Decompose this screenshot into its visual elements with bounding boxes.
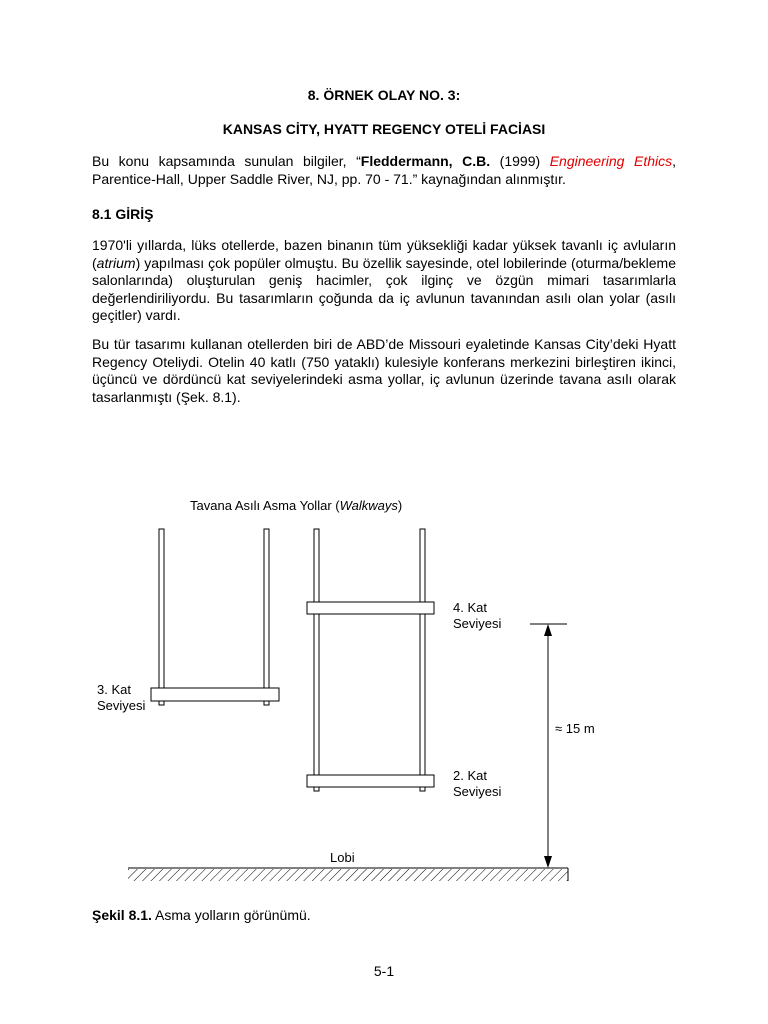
lobby-label: Lobi bbox=[330, 850, 355, 865]
label-4th-floor bbox=[453, 600, 501, 631]
intro-text-1: Bu konu kapsamında sunulan bilgiler, “ bbox=[92, 153, 361, 169]
arrow-down bbox=[544, 856, 552, 868]
intro-text-3: , Parentice-Hall, Upper Saddle River, NJ, pp. 70 - 71.” kaynağından alınmıştır. bbox=[92, 153, 676, 187]
book-title: Engineering Ethics bbox=[549, 153, 673, 169]
author-name: Fleddermann, C.B. bbox=[360, 153, 491, 169]
figure-title-prefix: Tavana Asılı Asma Yollar ( bbox=[190, 498, 340, 513]
label-3rd-floor bbox=[97, 682, 145, 713]
figure-caption bbox=[92, 907, 311, 923]
label-4th-floor-line1: 4. Kat bbox=[453, 600, 487, 615]
atrium-term: atrium bbox=[96, 254, 136, 271]
caption-number: Şekil 8.1. bbox=[92, 907, 152, 923]
intro-text-2: (1999) bbox=[490, 153, 550, 169]
label-2nd-floor-line1: 2. Kat bbox=[453, 768, 487, 783]
arrow-up bbox=[544, 624, 552, 636]
label-4th-floor-line2: Seviyesi bbox=[453, 615, 502, 631]
rod-left-2 bbox=[264, 529, 269, 705]
intro-paragraph bbox=[92, 153, 676, 188]
label-2nd-floor-line2: Seviyesi bbox=[453, 783, 502, 799]
rod-left-1 bbox=[159, 529, 164, 705]
ground-hatch bbox=[128, 869, 568, 881]
walkway-3rd-floor bbox=[151, 688, 279, 701]
rod-right-2 bbox=[420, 529, 425, 791]
label-3rd-floor-line2: Seviyesi bbox=[97, 697, 146, 713]
walkway-4th-floor bbox=[307, 602, 434, 614]
section-heading: 8.1 GİRİŞ bbox=[92, 206, 154, 222]
page-number: 5-1 bbox=[373, 963, 395, 979]
chapter-title: 8. ÖRNEK OLAY NO. 3: bbox=[307, 87, 461, 103]
para1-text-2: ) yapılması çok popüler olmuştu. Bu özellik sayesinde, otel lobilerinde (oturma/bekleme salonlarında) oluşturulan geniş hacimler, çok ilginç ve özgün mimari tasarımlarla değerlendiriliyordu. Bu tasarımların çoğunda da iç avlunun tavanından asılı olan yolar (asılı geçitler) vardı. bbox=[92, 254, 676, 323]
caption-text: Asma yolların görünümü. bbox=[151, 907, 311, 923]
height-label: ≈ 15 m bbox=[555, 721, 595, 736]
paragraph-1 bbox=[92, 237, 676, 325]
case-title: KANSAS CİTY, HYATT REGENCY OTELİ FACİASI bbox=[222, 121, 546, 137]
figure-title-term: Walkways bbox=[339, 498, 398, 513]
para1-text-1: 1970'li yıllarda, lüks otellerde, bazen binanın tüm yüksekliği kadar yüksek tavanlı iç avluların ( bbox=[92, 237, 676, 271]
label-2nd-floor bbox=[453, 768, 501, 799]
paragraph-2: Bu tür tasarımı kullanan otellerden biri de ABD’de Missouri eyaletinde Kansas City’deki Hyatt Regency Oteliydi. Otelin 40 katlı (750 yataklı) kulesiyle konferans merkezini birleştiren ikinci, üçüncü ve dördüncü kat seviyelerindeki asma yollar, iç avlunun üzerinde tavana asılı olarak tasarlanmıştı (Şek. 8.1). bbox=[92, 336, 676, 405]
figure-title-suffix: ) bbox=[397, 498, 403, 513]
walkway-2nd-floor bbox=[307, 775, 434, 787]
rod-right-1 bbox=[314, 529, 319, 791]
label-3rd-floor-line1: 3. Kat bbox=[97, 682, 131, 697]
